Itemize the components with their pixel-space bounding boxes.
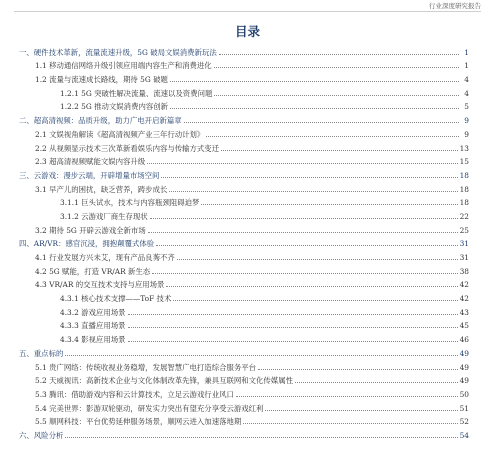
toc-dot-leader (184, 121, 459, 123)
toc-entry[interactable] (0, 43, 495, 57)
toc-page-number: 22 (459, 211, 469, 221)
toc-page-number: 52 (459, 417, 469, 427)
toc-page-number: 4 (464, 75, 469, 85)
toc-page-number: 18 (459, 198, 469, 208)
toc-dot-leader (214, 66, 459, 68)
toc-entry-title: 四、AR/VR：感官沉浸，拥抱颠覆式体验 (19, 239, 155, 249)
toc-entry-title: 4.3 VR/AR 的交互技术支持与应用场景 (35, 280, 165, 290)
toc-entry[interactable] (0, 276, 495, 290)
toc-dot-leader (152, 272, 457, 274)
toc-dot-leader (243, 422, 457, 424)
toc-entry[interactable] (0, 289, 495, 303)
toc-entry-title: 4.3.3 直播应用场景 (60, 321, 126, 331)
toc-dot-leader (169, 190, 457, 192)
toc-page-number: 49 (459, 376, 469, 386)
toc-entry-title: 3.1.2 云游戏厂商生存现状 (60, 211, 148, 221)
toc-entry-title: 2.2 从视频显示技术三次革新看娱乐内容与传输方式变迁 (35, 143, 220, 153)
toc-entry-title: 4.1 行业发展方兴未艾，现有产品良莠不齐 (35, 253, 175, 262)
toc-dot-leader (128, 313, 458, 315)
toc-entry[interactable] (0, 372, 495, 386)
toc-entry-title: 5.3 腾讯：借助游戏内容和云计算技术，立足云游戏行业风口 (35, 389, 234, 399)
toc-entry[interactable] (0, 180, 495, 194)
toc-dot-leader (128, 340, 458, 342)
toc-entry-title: 3.1 早产儿的困扰，缺乏营养，踌步成长 (35, 184, 168, 194)
toc-dot-leader (147, 162, 457, 164)
toc-entry[interactable] (0, 57, 495, 71)
toc-entry-title: 三、云游戏：漫步云端，开辟增量市场空间 (19, 170, 160, 180)
toc-entry[interactable] (0, 413, 495, 427)
toc-dot-leader (214, 94, 459, 96)
toc-dot-leader (166, 285, 457, 287)
toc-entry[interactable] (0, 303, 495, 317)
toc-page-number: 18 (459, 170, 469, 180)
toc-page-number: 49 (459, 348, 469, 358)
toc-entry-title: 5.1 贵广网络：传统收视业务稳增，发展智慧广电打造综合服务平台 (35, 362, 257, 372)
toc-entry-title: 5.4 完美世界：影游双轮驱动，研发实力突出有望充分享受云游戏红利 (35, 403, 264, 413)
toc-dot-leader (65, 436, 457, 438)
toc-entry-title: 5.5 顺网科技：平台优势延伸服务场景，顺网云进入加速落地期 (35, 417, 242, 427)
toc-page-number: 42 (459, 294, 469, 304)
toc-page-number: 54 (459, 430, 469, 440)
toc-page-number: 15 (459, 157, 469, 167)
toc-entry-title: 六、风险分析 (19, 430, 64, 440)
toc-entry[interactable] (0, 166, 495, 180)
toc-dot-leader (173, 299, 457, 301)
toc-page-number: 13 (459, 143, 469, 153)
toc-entry[interactable] (0, 111, 495, 125)
toc-page-number: 31 (459, 253, 469, 262)
toc-entry[interactable] (0, 235, 495, 249)
toc-page-number: 9 (464, 129, 469, 139)
toc-entry[interactable] (0, 125, 495, 139)
toc-dot-leader (206, 135, 459, 137)
toc-page-number: 49 (459, 362, 469, 372)
toc-dot-leader (161, 176, 457, 178)
toc-dot-leader (258, 368, 458, 370)
toc-entry[interactable] (0, 70, 495, 84)
toc-entry[interactable] (0, 84, 495, 98)
toc-page-number: 46 (459, 335, 469, 345)
toc-page-number: 4 (464, 88, 469, 98)
toc-page-number: 31 (459, 239, 469, 249)
toc-page-number: 38 (459, 266, 469, 276)
toc-entry[interactable] (0, 426, 495, 440)
toc-page-number: 18 (459, 184, 469, 194)
toc-dot-leader (177, 258, 458, 260)
toc-page-number: 9 (464, 116, 469, 126)
toc-entry-title: 1.1 移动通信网络升级引领应用端内容生产和消费进化 (35, 61, 212, 71)
toc-entry[interactable] (0, 207, 495, 221)
toc-entry[interactable] (0, 262, 495, 276)
table-of-contents (0, 43, 495, 440)
toc-dot-leader (156, 244, 457, 246)
toc-entry[interactable] (0, 153, 495, 167)
report-header-note: 行业深度研究报告 (429, 2, 481, 10)
header-divider (14, 11, 481, 12)
toc-dot-leader (265, 409, 457, 411)
toc-dot-leader (148, 231, 458, 233)
page-title: 目录 (234, 24, 260, 39)
toc-entry-title: 4.3.2 游戏应用场景 (60, 307, 126, 317)
toc-page-number: 5 (464, 102, 469, 112)
toc-entry-title: 4.3.4 影视应用场景 (60, 335, 126, 345)
toc-page-number: 45 (459, 321, 469, 331)
toc-page-number: 50 (459, 389, 469, 399)
toc-page-number: 51 (459, 403, 469, 413)
toc-entry[interactable] (0, 358, 495, 372)
toc-entry[interactable] (0, 399, 495, 413)
toc-entry-title: 1.2 流量与流速成长路线，期待 5G 破题 (35, 75, 168, 85)
toc-entry-title: 一、硬件技术革新，流量流速升级，5G 破局文娱消费新玩法 (19, 47, 217, 57)
toc-page-number: 1 (464, 61, 469, 71)
toc-entry-title: 4.3.1 核心技术支撑——ToF 技术 (60, 294, 172, 304)
toc-page-number: 43 (459, 307, 469, 317)
toc-entry[interactable] (0, 139, 495, 153)
toc-dot-leader (295, 381, 458, 383)
toc-entry[interactable] (0, 344, 495, 358)
toc-entry[interactable] (0, 221, 495, 235)
toc-dot-leader (221, 149, 458, 151)
toc-dot-leader (219, 53, 459, 55)
toc-entry[interactable] (0, 248, 495, 262)
toc-entry[interactable] (0, 194, 495, 208)
toc-dot-leader (201, 203, 457, 205)
toc-page-number: 25 (459, 225, 469, 235)
toc-entry-title: 3.2 期待 5G 开辟云游戏全新市场 (35, 225, 146, 235)
toc-entry-title: 五、重点标的 (19, 348, 64, 358)
toc-dot-leader (170, 80, 459, 82)
toc-entry[interactable] (0, 98, 495, 112)
toc-entry-title: 1.2.1 5G 突破性解决流量、流速以及资费问题 (60, 88, 213, 98)
toc-entry-title: 1.2.2 5G 推动文娱消费内容创新 (60, 102, 169, 112)
toc-dot-leader (128, 326, 458, 328)
toc-page-number: 42 (459, 280, 469, 290)
toc-entry[interactable] (0, 330, 495, 344)
toc-dot-leader (150, 217, 458, 219)
toc-entry-title: 3.1.1 巨头试水，技术与内容瓶颈阻碍迫梦 (60, 198, 200, 208)
toc-entry[interactable] (0, 317, 495, 331)
toc-dot-leader (65, 354, 457, 356)
toc-entry[interactable] (0, 385, 495, 399)
toc-entry-title: 二、超高清视频：品质升级，助力广电开启新篇章 (19, 116, 182, 126)
toc-dot-leader (170, 107, 459, 109)
toc-page-number: 1 (464, 47, 469, 57)
toc-dot-leader (236, 395, 458, 397)
toc-entry-title: 2.3 超高清视频赋能文娱内容升级 (35, 157, 146, 167)
toc-entry-title: 2.1 文娱视角解读《超高清视频产业三年行动计划》 (35, 129, 205, 139)
toc-entry-title: 5.2 天威视讯：高新技术企业与文化体制改革先锋，兼具互联网和文化传媒属性 (35, 376, 293, 386)
toc-entry-title: 4.2 5G 赋能，打造 VR/AR 新生态 (35, 266, 151, 276)
